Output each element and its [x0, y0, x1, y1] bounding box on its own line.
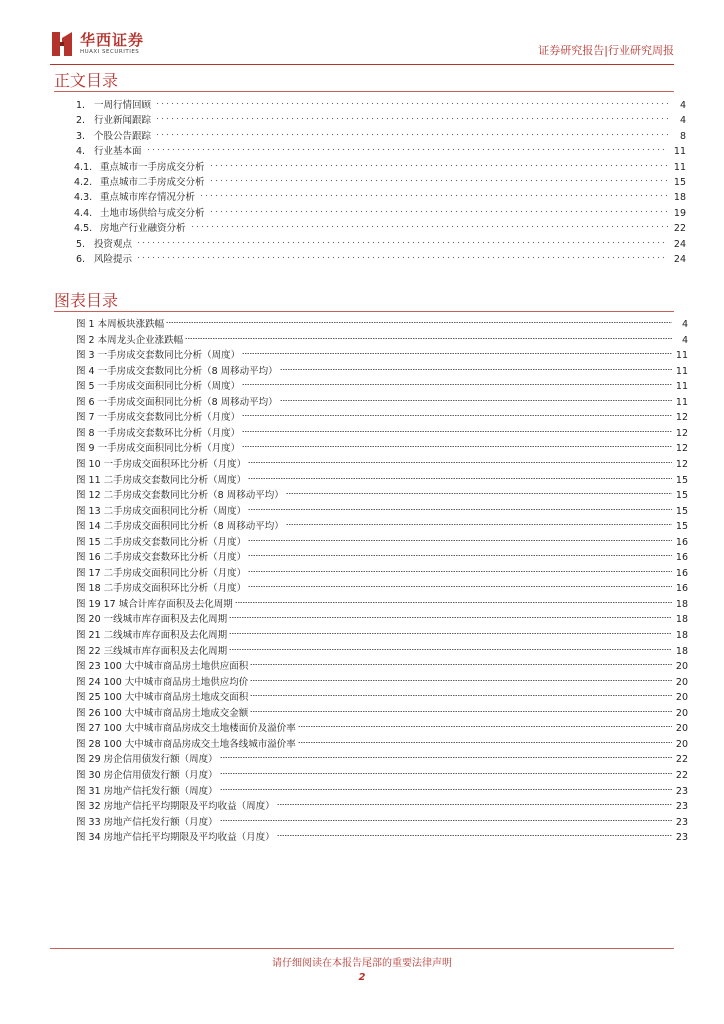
figure-item[interactable] — [76, 487, 688, 500]
figure-item[interactable] — [76, 705, 688, 718]
toc-item-label: 风险提示 — [94, 254, 133, 265]
figure-item-label: 图 33 房地产信托发行额（月度） — [76, 816, 218, 828]
dot-leader — [248, 539, 672, 542]
figure-item-label: 图 4 一手房成交套数同比分析（8 周移动平均） — [76, 365, 278, 377]
figure-item-page: 12 — [675, 427, 688, 439]
figure-item[interactable] — [76, 565, 688, 578]
dot-leader — [286, 523, 672, 526]
figure-item-label: 图 12 二手房成交套数同比分析（8 周移动平均） — [76, 490, 284, 502]
dot-leader — [136, 241, 668, 244]
figure-item-page: 23 — [675, 785, 688, 797]
figure-item-label: 图 14 二手房成交面积同比分析（8 周移动平均） — [76, 521, 284, 533]
toc-title: 正文目录 — [54, 71, 119, 90]
legal-notice: 请仔细阅读在本报告尾部的重要法律声明 — [272, 958, 452, 969]
toc-item[interactable] — [54, 236, 686, 249]
figure-item[interactable] — [76, 643, 688, 656]
toc-item[interactable] — [54, 205, 686, 218]
figure-item-label: 图 9 一手房成交面积同比分析（月度） — [76, 443, 241, 455]
toc-item-number: 4.4. — [74, 207, 93, 219]
toc-item-number: 2. — [76, 115, 86, 127]
figure-item-page: 20 — [675, 738, 688, 750]
figure-item-page: 20 — [675, 676, 688, 688]
toc-item-number: 6. — [76, 254, 86, 265]
toc-item-number: 3. — [76, 130, 86, 142]
toc-item-page: 8 — [679, 130, 686, 142]
figure-item-page: 16 — [675, 552, 688, 564]
toc-item-page: 22 — [673, 223, 686, 235]
figure-item[interactable] — [76, 829, 688, 842]
figures-title-rule — [54, 311, 674, 312]
dot-leader — [280, 368, 672, 371]
figure-item-page: 18 — [675, 645, 688, 657]
dot-leader — [185, 337, 672, 340]
figure-item-page: 18 — [675, 614, 688, 626]
toc-item[interactable] — [54, 97, 686, 110]
figure-item-label: 图 29 房企信用债发行额（周度） — [76, 754, 218, 766]
dot-leader — [229, 616, 672, 619]
toc-item-page: 18 — [673, 192, 686, 204]
dot-leader — [248, 477, 672, 480]
toc-item-number: 4.3. — [74, 192, 93, 204]
figure-item-page: 12 — [675, 443, 688, 455]
toc-item-label: 行业基本面 — [94, 146, 142, 158]
dot-leader — [220, 772, 672, 775]
logo-name-cn: 华西证券 — [80, 31, 145, 49]
figure-item-page: 15 — [675, 474, 688, 486]
dot-leader — [242, 414, 672, 417]
figure-item-page: 23 — [675, 801, 688, 813]
figure-item-label: 图 34 房地产信托平均期限及平均收益（月度） — [76, 832, 275, 844]
figure-item-label: 图 1 本周板块涨跌幅 — [76, 319, 165, 330]
figure-item-label: 图 7 一手房成交套数同比分析（月度） — [76, 412, 241, 424]
dot-leader — [250, 679, 672, 682]
dot-leader — [220, 756, 672, 759]
figure-item-page: 15 — [675, 505, 688, 517]
dot-leader — [209, 179, 668, 182]
figure-item[interactable] — [76, 596, 688, 609]
report-type: 证券研究报告|行业研究周报 — [538, 44, 674, 57]
dot-leader — [209, 164, 668, 167]
figure-item-label: 图 5 一手房成交面积同比分析（周度） — [76, 381, 241, 393]
figure-item[interactable] — [76, 736, 688, 749]
dot-leader — [155, 117, 668, 120]
figure-item[interactable] — [76, 394, 688, 407]
figure-item[interactable] — [76, 440, 688, 453]
dot-leader — [235, 601, 672, 604]
figure-item-label: 图 28 100 大中城市商品房成交土地各线城市溢价率 — [76, 738, 296, 750]
toc-item[interactable] — [54, 159, 686, 172]
figure-item-page: 20 — [675, 661, 688, 673]
figure-item-label: 图 15 二手房成交套数同比分析（月度） — [76, 536, 247, 548]
figure-item[interactable] — [76, 658, 688, 671]
figure-item[interactable] — [76, 751, 688, 764]
figure-item-label: 图 19 17 城合计库存面积及去化周期 — [76, 598, 233, 610]
figures-title: 图表目录 — [54, 291, 119, 310]
figure-item-label: 图 2 本周龙头企业涨跌幅 — [76, 334, 184, 346]
figure-item-page: 4 — [681, 319, 688, 330]
figure-item[interactable] — [76, 674, 688, 687]
figure-item-label: 图 3 一手房成交套数同比分析（周度） — [76, 350, 241, 362]
logo-text — [80, 32, 144, 56]
figure-item-label: 图 21 二线城市库存面积及去化周期 — [76, 630, 228, 641]
figure-item-page: 12 — [675, 458, 688, 470]
toc-title-rule — [54, 91, 674, 92]
figure-item[interactable] — [76, 814, 688, 827]
dot-leader — [248, 508, 672, 511]
figure-item-label: 图 8 一手房成交套数环比分析（月度） — [76, 427, 241, 439]
figure-item[interactable] — [76, 425, 688, 438]
figure-item[interactable] — [76, 611, 688, 624]
dot-leader — [248, 554, 672, 557]
figure-item-page: 20 — [675, 707, 688, 719]
dot-leader — [242, 383, 672, 386]
figure-item-label: 图 27 100 大中城市商品房成交土地楼面价及溢价率 — [76, 723, 296, 735]
dot-leader — [250, 694, 672, 697]
toc-item-number: 1. — [76, 100, 86, 111]
figure-item[interactable] — [76, 378, 688, 391]
figure-item-page: 4 — [681, 334, 688, 346]
toc-item[interactable] — [54, 143, 686, 156]
toc-item-label: 行业新闻跟踪 — [94, 115, 152, 127]
toc-item-number: 4.5. — [74, 223, 93, 235]
figure-item-label: 图 22 三线城市库存面积及去化周期 — [76, 645, 228, 657]
dot-leader — [277, 803, 672, 806]
figure-item-page: 15 — [675, 521, 688, 533]
figure-item[interactable] — [76, 689, 688, 702]
huaxi-logo-icon — [50, 30, 74, 58]
dot-leader — [166, 321, 672, 324]
figure-item-page: 11 — [675, 396, 688, 408]
dot-leader — [248, 570, 672, 573]
toc-item-page: 4 — [679, 115, 686, 127]
figure-item-label: 图 11 二手房成交套数同比分析（周度） — [76, 474, 247, 486]
dot-leader — [199, 194, 668, 197]
toc-item-label: 土地市场供给与成交分析 — [100, 207, 205, 219]
dot-leader — [155, 102, 668, 105]
toc-item[interactable] — [54, 251, 686, 264]
toc-item[interactable] — [54, 189, 686, 202]
page-number: 2 — [358, 972, 366, 983]
figure-item-label: 图 23 100 大中城市商品房土地供应面积 — [76, 661, 249, 673]
figure-item-page: 18 — [675, 630, 688, 641]
toc-item-label: 一周行情回顾 — [94, 100, 152, 111]
figure-item[interactable] — [76, 627, 688, 640]
figure-item-label: 图 32 房地产信托平均期限及平均收益（周度） — [76, 801, 275, 813]
toc-item-number: 5. — [76, 238, 86, 250]
figure-item[interactable] — [76, 518, 688, 531]
toc-item-label: 重点城市二手房成交分析 — [100, 177, 205, 188]
figure-item[interactable] — [76, 332, 688, 345]
figure-item[interactable] — [76, 503, 688, 516]
toc-item-label: 投资观点 — [94, 238, 133, 250]
dot-leader — [190, 225, 668, 228]
figure-item[interactable] — [76, 363, 688, 376]
header-divider — [50, 64, 674, 65]
figure-item[interactable] — [76, 456, 688, 469]
figure-item-label: 图 6 一手房成交面积同比分析（8 周移动平均） — [76, 396, 278, 408]
toc-item-label: 个股公告跟踪 — [94, 130, 152, 142]
figure-item-label: 图 18 二手房成交面积环比分析（月度） — [76, 583, 247, 595]
toc-item[interactable] — [54, 220, 686, 233]
figure-item-page: 22 — [675, 769, 688, 781]
toc-item-number: 4.1. — [74, 161, 93, 173]
dot-leader — [220, 819, 672, 822]
toc-item-page: 4 — [679, 100, 686, 111]
dot-leader — [242, 352, 672, 355]
dot-leader — [248, 461, 672, 464]
figure-item-page: 16 — [675, 567, 688, 579]
dot-leader — [250, 663, 672, 666]
figure-item[interactable] — [76, 316, 688, 329]
figure-item-label: 图 26 100 大中城市商品房土地成交金额 — [76, 707, 249, 719]
figure-item-page: 22 — [675, 754, 688, 766]
page-header — [50, 28, 674, 64]
figure-item[interactable] — [76, 472, 688, 485]
figure-item[interactable] — [76, 549, 688, 562]
figure-item-label: 图 30 房企信用债发行额（月度） — [76, 769, 218, 781]
toc-item-page: 11 — [673, 161, 686, 173]
dot-leader — [155, 133, 668, 136]
dot-leader — [248, 585, 672, 588]
figure-item-label: 图 25 100 大中城市商品房土地成交面积 — [76, 692, 249, 704]
toc-item-page: 11 — [673, 146, 686, 158]
figure-item-page: 11 — [675, 381, 688, 393]
figure-item[interactable] — [76, 767, 688, 780]
dot-leader — [280, 399, 672, 402]
figure-item-label: 图 10 一手房成交面积环比分析（月度） — [76, 458, 247, 470]
figure-item-page: 20 — [675, 723, 688, 735]
toc-item[interactable] — [54, 174, 686, 187]
figure-item-label: 图 16 二手房成交套数环比分析（月度） — [76, 552, 247, 564]
figure-item-label: 图 17 二手房成交面积同比分析（月度） — [76, 567, 247, 579]
toc-item-label: 重点城市库存情况分析 — [100, 192, 196, 204]
dot-leader — [298, 725, 672, 728]
footer-divider — [50, 948, 674, 949]
toc-item-label: 房地产行业融资分析 — [100, 223, 186, 235]
figure-item-page: 23 — [675, 816, 688, 828]
toc-item-number: 4.2. — [74, 177, 93, 188]
dot-leader — [277, 834, 672, 837]
figure-item-page: 15 — [675, 490, 688, 502]
toc-item-page: 24 — [673, 254, 686, 265]
dot-leader — [286, 492, 672, 495]
figure-item[interactable] — [76, 580, 688, 593]
dot-leader — [209, 210, 668, 213]
dot-leader — [146, 148, 668, 151]
toc-item-page: 24 — [673, 238, 686, 250]
dot-leader — [136, 256, 668, 259]
figure-item[interactable] — [76, 720, 688, 733]
toc-item[interactable] — [54, 128, 686, 141]
toc-item-page: 19 — [673, 207, 686, 219]
toc-item[interactable] — [54, 112, 686, 125]
figure-item[interactable] — [76, 798, 688, 811]
figure-item-label: 图 20 一线城市库存面积及去化周期 — [76, 614, 228, 626]
toc-item-number: 4. — [76, 146, 86, 158]
dot-leader — [250, 710, 672, 713]
figure-item[interactable] — [76, 347, 688, 360]
dot-leader — [229, 632, 672, 635]
figure-item[interactable] — [76, 783, 688, 796]
dot-leader — [220, 788, 672, 791]
figure-item-label: 图 24 100 大中城市商品房土地供应均价 — [76, 676, 249, 688]
figure-item[interactable] — [76, 534, 688, 547]
figure-item-page: 18 — [675, 598, 688, 610]
figure-item[interactable] — [76, 409, 688, 422]
dot-leader — [298, 741, 672, 744]
toc-item-label: 重点城市一手房成交分析 — [100, 161, 205, 173]
figure-item-page: 16 — [675, 536, 688, 548]
figure-item-label: 图 31 房地产信托发行额（周度） — [76, 785, 218, 797]
logo-name-en: HUAXI SECURITIES — [80, 49, 140, 55]
dot-leader — [242, 445, 672, 448]
figure-item-page: 20 — [675, 692, 688, 704]
figure-item-page: 16 — [675, 583, 688, 595]
figure-item-page: 23 — [675, 832, 688, 844]
figure-item-label: 图 13 二手房成交面积同比分析（周度） — [76, 505, 247, 517]
toc-item-page: 15 — [673, 177, 686, 188]
dot-leader — [242, 430, 672, 433]
figure-item-page: 12 — [675, 412, 688, 424]
figure-item-page: 11 — [675, 365, 688, 377]
figure-item-page: 11 — [675, 350, 688, 362]
dot-leader — [229, 648, 672, 651]
